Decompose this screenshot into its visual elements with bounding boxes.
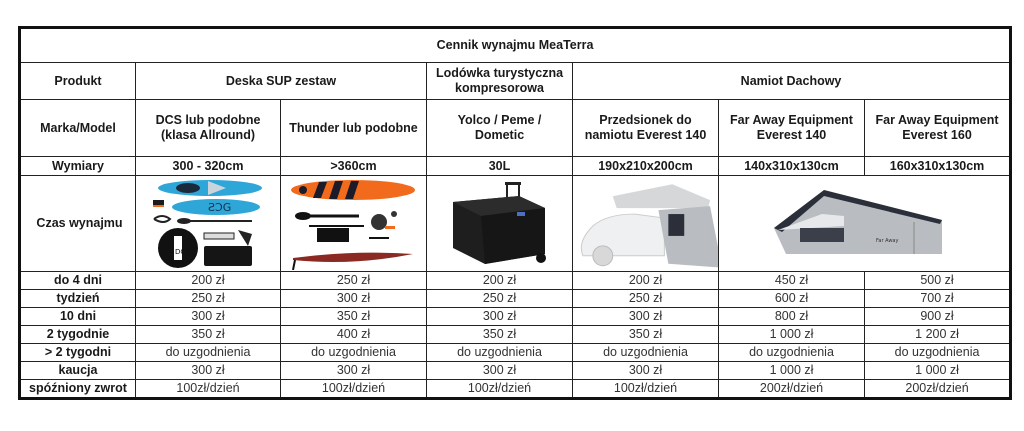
sup-dcs-set-image: [148, 178, 268, 270]
row-label-price: 10 dni: [20, 308, 136, 326]
price-cell: 250 zł: [136, 290, 281, 308]
model-line: Everest 160: [902, 128, 972, 142]
dimension-cell: 190x210x200cm: [573, 157, 719, 176]
image-cell: [281, 176, 427, 272]
price-cell: 300 zł: [573, 308, 719, 326]
row-label-dimensions: Wymiary: [20, 157, 136, 176]
price-cell: 250 zł: [573, 290, 719, 308]
price-cell: 300 zł: [136, 362, 281, 380]
price-cell: 600 zł: [719, 290, 865, 308]
image-cell: [719, 176, 1011, 272]
svg-text:DCS: DCS: [175, 247, 190, 256]
model-line: Dometic: [474, 128, 525, 142]
model-cell: [136, 100, 281, 157]
price-cell: 300 zł: [573, 362, 719, 380]
sup-thunder-set-image: [289, 178, 419, 270]
price-cell: 1 000 zł: [865, 362, 1011, 380]
dimension-cell: 160x310x130cm: [865, 157, 1011, 176]
price-cell: 800 zł: [719, 308, 865, 326]
dimension-cell: 30L: [427, 157, 573, 176]
row-label-price: > 2 tygodni: [20, 344, 136, 362]
price-cell: 100zł/dzień: [281, 380, 427, 399]
price-cell: 200 zł: [136, 272, 281, 290]
table-title: Cennik wynajmu MeaTerra: [20, 28, 1011, 63]
row-label-model: Marka/Model: [20, 100, 136, 157]
tent-annex-image: [573, 176, 718, 271]
price-cell: 450 zł: [719, 272, 865, 290]
price-cell: 1 000 zł: [719, 326, 865, 344]
row-label-price: kaucja: [20, 362, 136, 380]
model-cell: [281, 100, 427, 157]
product-tent: Namiot Dachowy: [573, 63, 1011, 100]
price-cell: 300 zł: [281, 362, 427, 380]
row-label-price: tydzień: [20, 290, 136, 308]
row-label-price: do 4 dni: [20, 272, 136, 290]
price-cell: 100zł/dzień: [573, 380, 719, 399]
model-line: Far Away Equipment: [730, 113, 853, 127]
model-cell: [573, 100, 719, 157]
model-line: namiotu Everest 140: [584, 128, 707, 142]
price-cell: 350 zł: [136, 326, 281, 344]
row-label-price: spóźniony zwrot: [20, 380, 136, 399]
price-cell: do uzgodnienia: [427, 344, 573, 362]
product-fridge: Lodówka turystyczna kompresorowa: [427, 63, 573, 100]
model-line: Przedsionek do: [599, 113, 692, 127]
svg-text:ƧƆG: ƧƆG: [208, 200, 232, 214]
price-cell: 200zł/dzień: [719, 380, 865, 399]
image-cell: [136, 176, 281, 272]
model-cell: [865, 100, 1011, 157]
price-cell: 200 zł: [573, 272, 719, 290]
row-label-price: 2 tygodnie: [20, 326, 136, 344]
price-cell: do uzgodnienia: [719, 344, 865, 362]
price-cell: 200 zł: [427, 272, 573, 290]
model-line: Thunder lub podobne: [289, 120, 418, 135]
price-cell: 500 zł: [865, 272, 1011, 290]
dimension-cell: 140x310x130cm: [719, 157, 865, 176]
price-cell: 900 zł: [865, 308, 1011, 326]
price-cell: 350 zł: [281, 308, 427, 326]
price-cell: 400 zł: [281, 326, 427, 344]
svg-text:Far Away: Far Away: [876, 237, 899, 244]
price-cell: 700 zł: [865, 290, 1011, 308]
price-cell: do uzgodnienia: [281, 344, 427, 362]
price-table: [18, 26, 1012, 400]
price-cell: do uzgodnienia: [573, 344, 719, 362]
price-cell: 1 000 zł: [719, 362, 865, 380]
price-cell: 250 zł: [427, 290, 573, 308]
row-label-product: Produkt: [20, 63, 136, 100]
model-line: Everest 140: [756, 128, 827, 142]
price-cell: 300 zł: [427, 308, 573, 326]
model-cell: [427, 100, 573, 157]
price-cell: do uzgodnienia: [865, 344, 1011, 362]
product-sup: Deska SUP zestaw: [136, 63, 427, 100]
price-cell: 100zł/dzień: [136, 380, 281, 399]
price-cell: 100zł/dzień: [427, 380, 573, 399]
model-line: Far Away Equipment: [875, 113, 999, 127]
price-cell: 200zł/dzień: [865, 380, 1011, 399]
compressor-fridge-image: [445, 178, 555, 270]
model-line: (klasa Allround): [161, 128, 255, 142]
roof-tent-image: [764, 184, 964, 264]
price-cell: 350 zł: [427, 326, 573, 344]
price-cell: 300 zł: [281, 290, 427, 308]
image-cell: [573, 176, 719, 272]
model-line: Yolco / Peme /: [457, 113, 542, 127]
dimension-cell: 300 - 320cm: [136, 157, 281, 176]
dimension-cell: >360cm: [281, 157, 427, 176]
price-cell: do uzgodnienia: [136, 344, 281, 362]
price-cell: 300 zł: [136, 308, 281, 326]
model-line: DCS lub podobne: [155, 113, 261, 127]
price-cell: 350 zł: [573, 326, 719, 344]
price-cell: 1 200 zł: [865, 326, 1011, 344]
price-cell: 300 zł: [427, 362, 573, 380]
row-label-rental-time: Czas wynajmu: [20, 176, 136, 272]
price-cell: 250 zł: [281, 272, 427, 290]
model-cell: [719, 100, 865, 157]
image-cell: [427, 176, 573, 272]
